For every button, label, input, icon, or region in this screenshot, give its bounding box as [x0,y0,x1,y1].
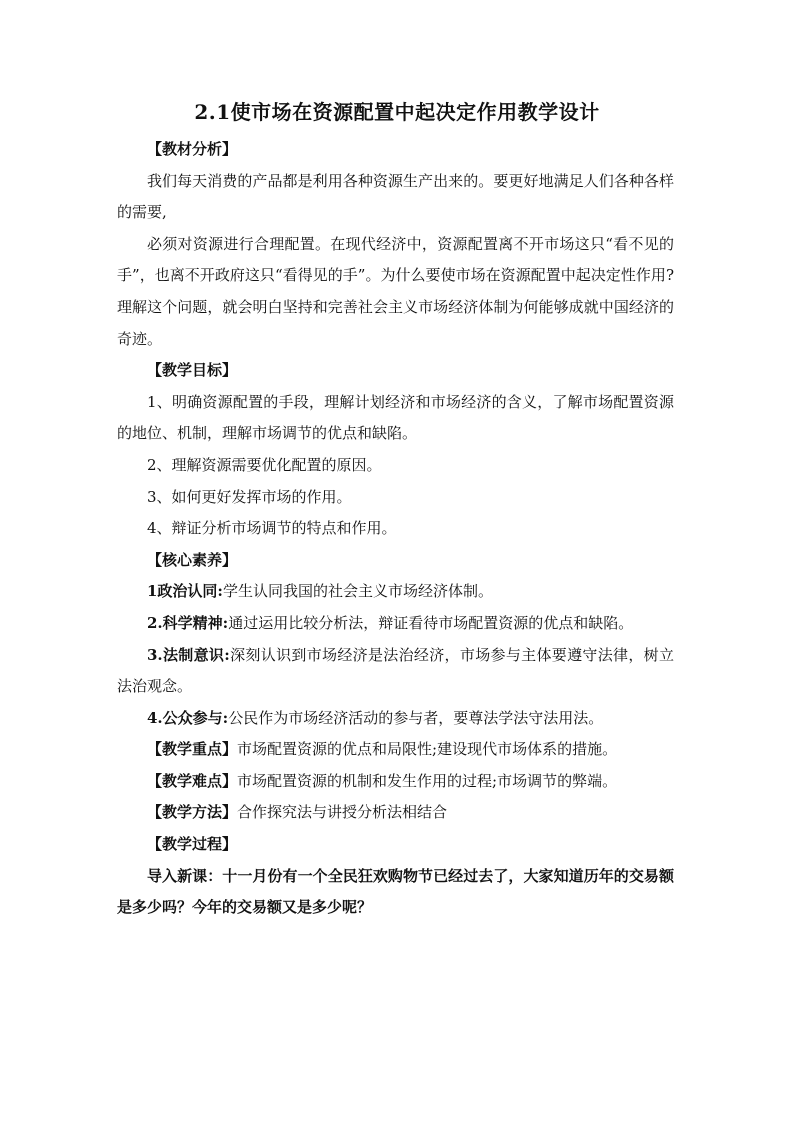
section-heading-goals: 【教学目标】 [147,361,238,380]
literacy-item-3 [117,640,674,703]
teaching-method-label: 【教学方法】 [147,803,238,822]
intro-label: 导入新课： [147,866,223,885]
teaching-difficulty-text: 市场配置资源的机制和发生作用的过程;市场调节的弊端。 [237,771,618,790]
goal-item-1: 1、明确资源配置的手段，理解计划经济和市场经济的含义，了解市场配置资源的地位、机制，理解市场调节的优点和缺陷。 [117,392,674,443]
teaching-difficulty [117,766,674,798]
literacy-item-1-label: 1政治认同: [147,582,223,601]
literacy-item-4 [117,703,674,735]
literacy-item-1 [117,576,674,608]
teaching-focus-text: 市场配置资源的优点和局限性;建设现代市场体系的措施。 [237,740,618,759]
literacy-item-2-label: 2.科学精神: [147,613,229,632]
section-heading-process: 【教学过程】 [147,835,238,854]
teaching-method-text: 合作探究法与讲授分析法相结合 [237,803,448,822]
intro-text: 十一月份有一个全民狂欢购物节已经过去了，大家知道历年的交易额是多少吗？今年的交易额又是多少呢？ [117,866,674,917]
goal-item-2: 2、理解资源需要优化配置的原因。 [147,455,382,474]
teaching-method [117,797,674,829]
literacy-item-3-text: 深刻认识到市场经济是法治经济，市场参与主体要遵守法律，树立法治观念。 [117,645,674,696]
literacy-item-4-text: 公民作为市场经济活动的参与者，要尊法学法守法用法。 [228,708,604,727]
literacy-item-3-label: 3.法制意识: [147,645,230,664]
teaching-focus [117,734,674,766]
literacy-item-2 [117,608,674,640]
section-heading-analysis: 【教材分析】 [147,140,238,158]
analysis-paragraph-2: 必须对资源进行合理配置。在现代经济中，资源配置离不开市场这只“看不见的手”，也离不开政府这只“看得见的手”。为什么要使市场在资源配置中起决定性作用?理解这个问题，就会明白坚持和完善社会主义市场经济体制为何能够成就中国经济的奇迹。 [117,234,674,348]
section-heading-literacy: 【核心素养】 [147,550,238,569]
teaching-focus-label: 【教学重点】 [147,740,238,759]
literacy-item-4-label: 4.公众参与: [147,708,229,727]
intro-paragraph [117,861,674,924]
goal-item-4: 4、辩证分析市场调节的特点和作用。 [147,519,397,538]
analysis-paragraph-1: 我们每天消费的产品都是利用各种资源生产出来的。要更好地满足人们各种各样的需要, [117,171,674,222]
document-body [117,134,674,924]
teaching-difficulty-label: 【教学难点】 [147,771,238,790]
page-title: 2.1使市场在资源配置中起决定作用教学设计 [194,100,600,124]
literacy-item-1-text: 学生认同我国的社会主义市场经济体制。 [222,582,493,601]
goal-item-3: 3、如何更好发挥市场的作用。 [147,487,352,506]
literacy-item-2-text: 通过运用比较分析法，辩证看待市场配置资源的优点和缺陷。 [228,613,634,632]
